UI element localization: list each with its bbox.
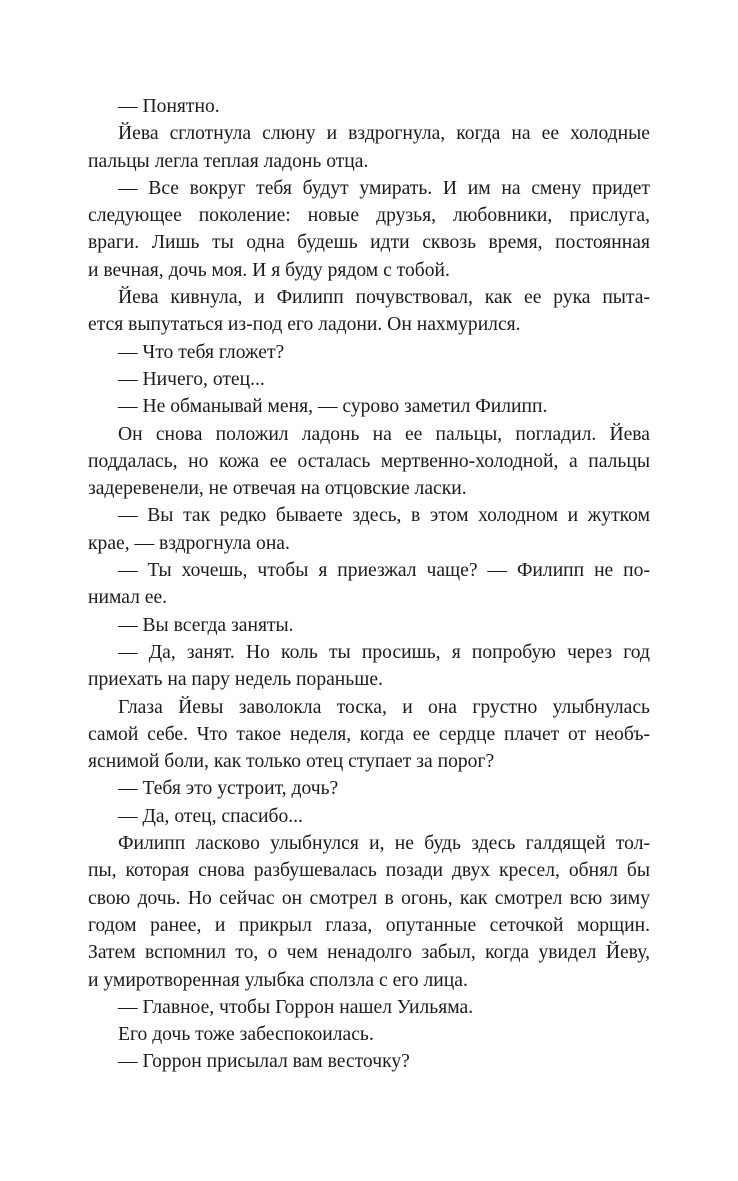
text-line: враги. Лишь ты одна будешь идти сквозь время, постоянная <box>88 232 650 254</box>
text-line: Его дочь тоже забеспокоилась. <box>118 1024 374 1046</box>
paragraph <box>88 639 650 694</box>
text-line: — Тебя это устроит, дочь? <box>118 778 339 800</box>
paragraph <box>88 1048 650 1075</box>
text-line: — Да, занят. Но коль ты просишь, я попробую через год <box>118 641 650 663</box>
paragraph <box>88 775 650 802</box>
paragraph <box>88 803 650 830</box>
text-line: — Понятно. <box>118 96 220 117</box>
text-line: — Ничего, отец... <box>118 368 265 390</box>
text-line: — Горрон присылал вам весточку? <box>118 1051 410 1073</box>
text-line: свою дочь. Но сейчас он смотрел в огонь, как смотрел всю зиму <box>88 887 650 909</box>
text-line: крае, — вздрогнула она. <box>88 532 290 554</box>
paragraph <box>88 994 650 1021</box>
paragraph <box>88 830 650 994</box>
text-line: пы, которая снова разбушевалась позади двух кресел, обнял бы <box>88 860 650 882</box>
paragraph <box>88 339 650 366</box>
text-line: — Все вокруг тебя будут умирать. И им на смену придет <box>118 177 650 199</box>
text-line: — Ты хочешь, чтобы я приезжал чаще? — Филипп не по- <box>118 560 650 582</box>
text-line: — Что тебя гложет? <box>118 341 285 363</box>
text-line: — Вы так редко бываете здесь, в этом холодном и жутком <box>118 505 650 527</box>
text-line: самой себе. Что такое неделя, когда ее сердце плачет от необъ- <box>88 723 650 745</box>
text-line: — Да, отец, спасибо... <box>118 805 303 827</box>
book-page <box>88 93 650 1076</box>
text-line: Затем вспомнил то, о чем ненадолго забыл, когда увидел Йеву, <box>88 942 650 964</box>
text-line: — Вы всегда заняты. <box>118 614 294 636</box>
paragraph <box>88 421 650 503</box>
text-line: и умиротворенная улыбка сползла с его лица. <box>88 969 468 991</box>
paragraph <box>88 175 650 284</box>
text-line: годом ранее, и прикрыл глаза, опутанные сеточкой морщин. <box>88 914 650 936</box>
text-line: ется выпутаться из-под его ладони. Он нахмурился. <box>88 314 521 336</box>
text-line: поддалась, но кожа ее осталась мертвенно-холодной, а пальцы <box>88 450 650 472</box>
text-line: и вечная, дочь моя. И я буду рядом с тобой. <box>88 259 450 281</box>
text-line: нимал ее. <box>88 587 168 609</box>
text-line: Филипп ласково улыбнулся и, не будь здесь галдящей тол- <box>118 833 650 855</box>
paragraph <box>88 366 650 393</box>
text-line: следующее поколение: новые друзья, любовники, прислуга, <box>88 205 650 227</box>
text-line: приехать на пару недель пораньше. <box>88 669 383 691</box>
text-line: Йева сглотнула слюну и вздрогнула, когда на ее холодные <box>118 123 650 145</box>
text-line: задеревенели, не отвечая на отцовские ласки. <box>88 478 467 500</box>
paragraph <box>88 502 650 557</box>
paragraph <box>88 612 650 639</box>
text-line: — Не обманывай меня, — сурово заметил Филипп. <box>118 396 548 418</box>
paragraph <box>88 93 650 120</box>
text-line: Глаза Йевы заволокла тоска, и она грустно улыбнулась <box>118 696 650 718</box>
text-line: пальцы легла теплая ладонь отца. <box>88 150 369 172</box>
text-line: Он снова положил ладонь на ее пальцы, погладил. Йева <box>118 423 650 445</box>
paragraph <box>88 284 650 339</box>
text-line: яснимой боли, как только отец ступает за порог? <box>88 751 495 773</box>
paragraph <box>88 1021 650 1048</box>
paragraph <box>88 120 650 175</box>
text-line: — Главное, чтобы Горрон нашел Уильяма. <box>118 996 474 1018</box>
paragraph <box>88 393 650 420</box>
paragraph <box>88 557 650 612</box>
text-line: Йева кивнула, и Филипп почувствовал, как ее рука пыта- <box>118 287 650 309</box>
paragraph <box>88 694 650 776</box>
